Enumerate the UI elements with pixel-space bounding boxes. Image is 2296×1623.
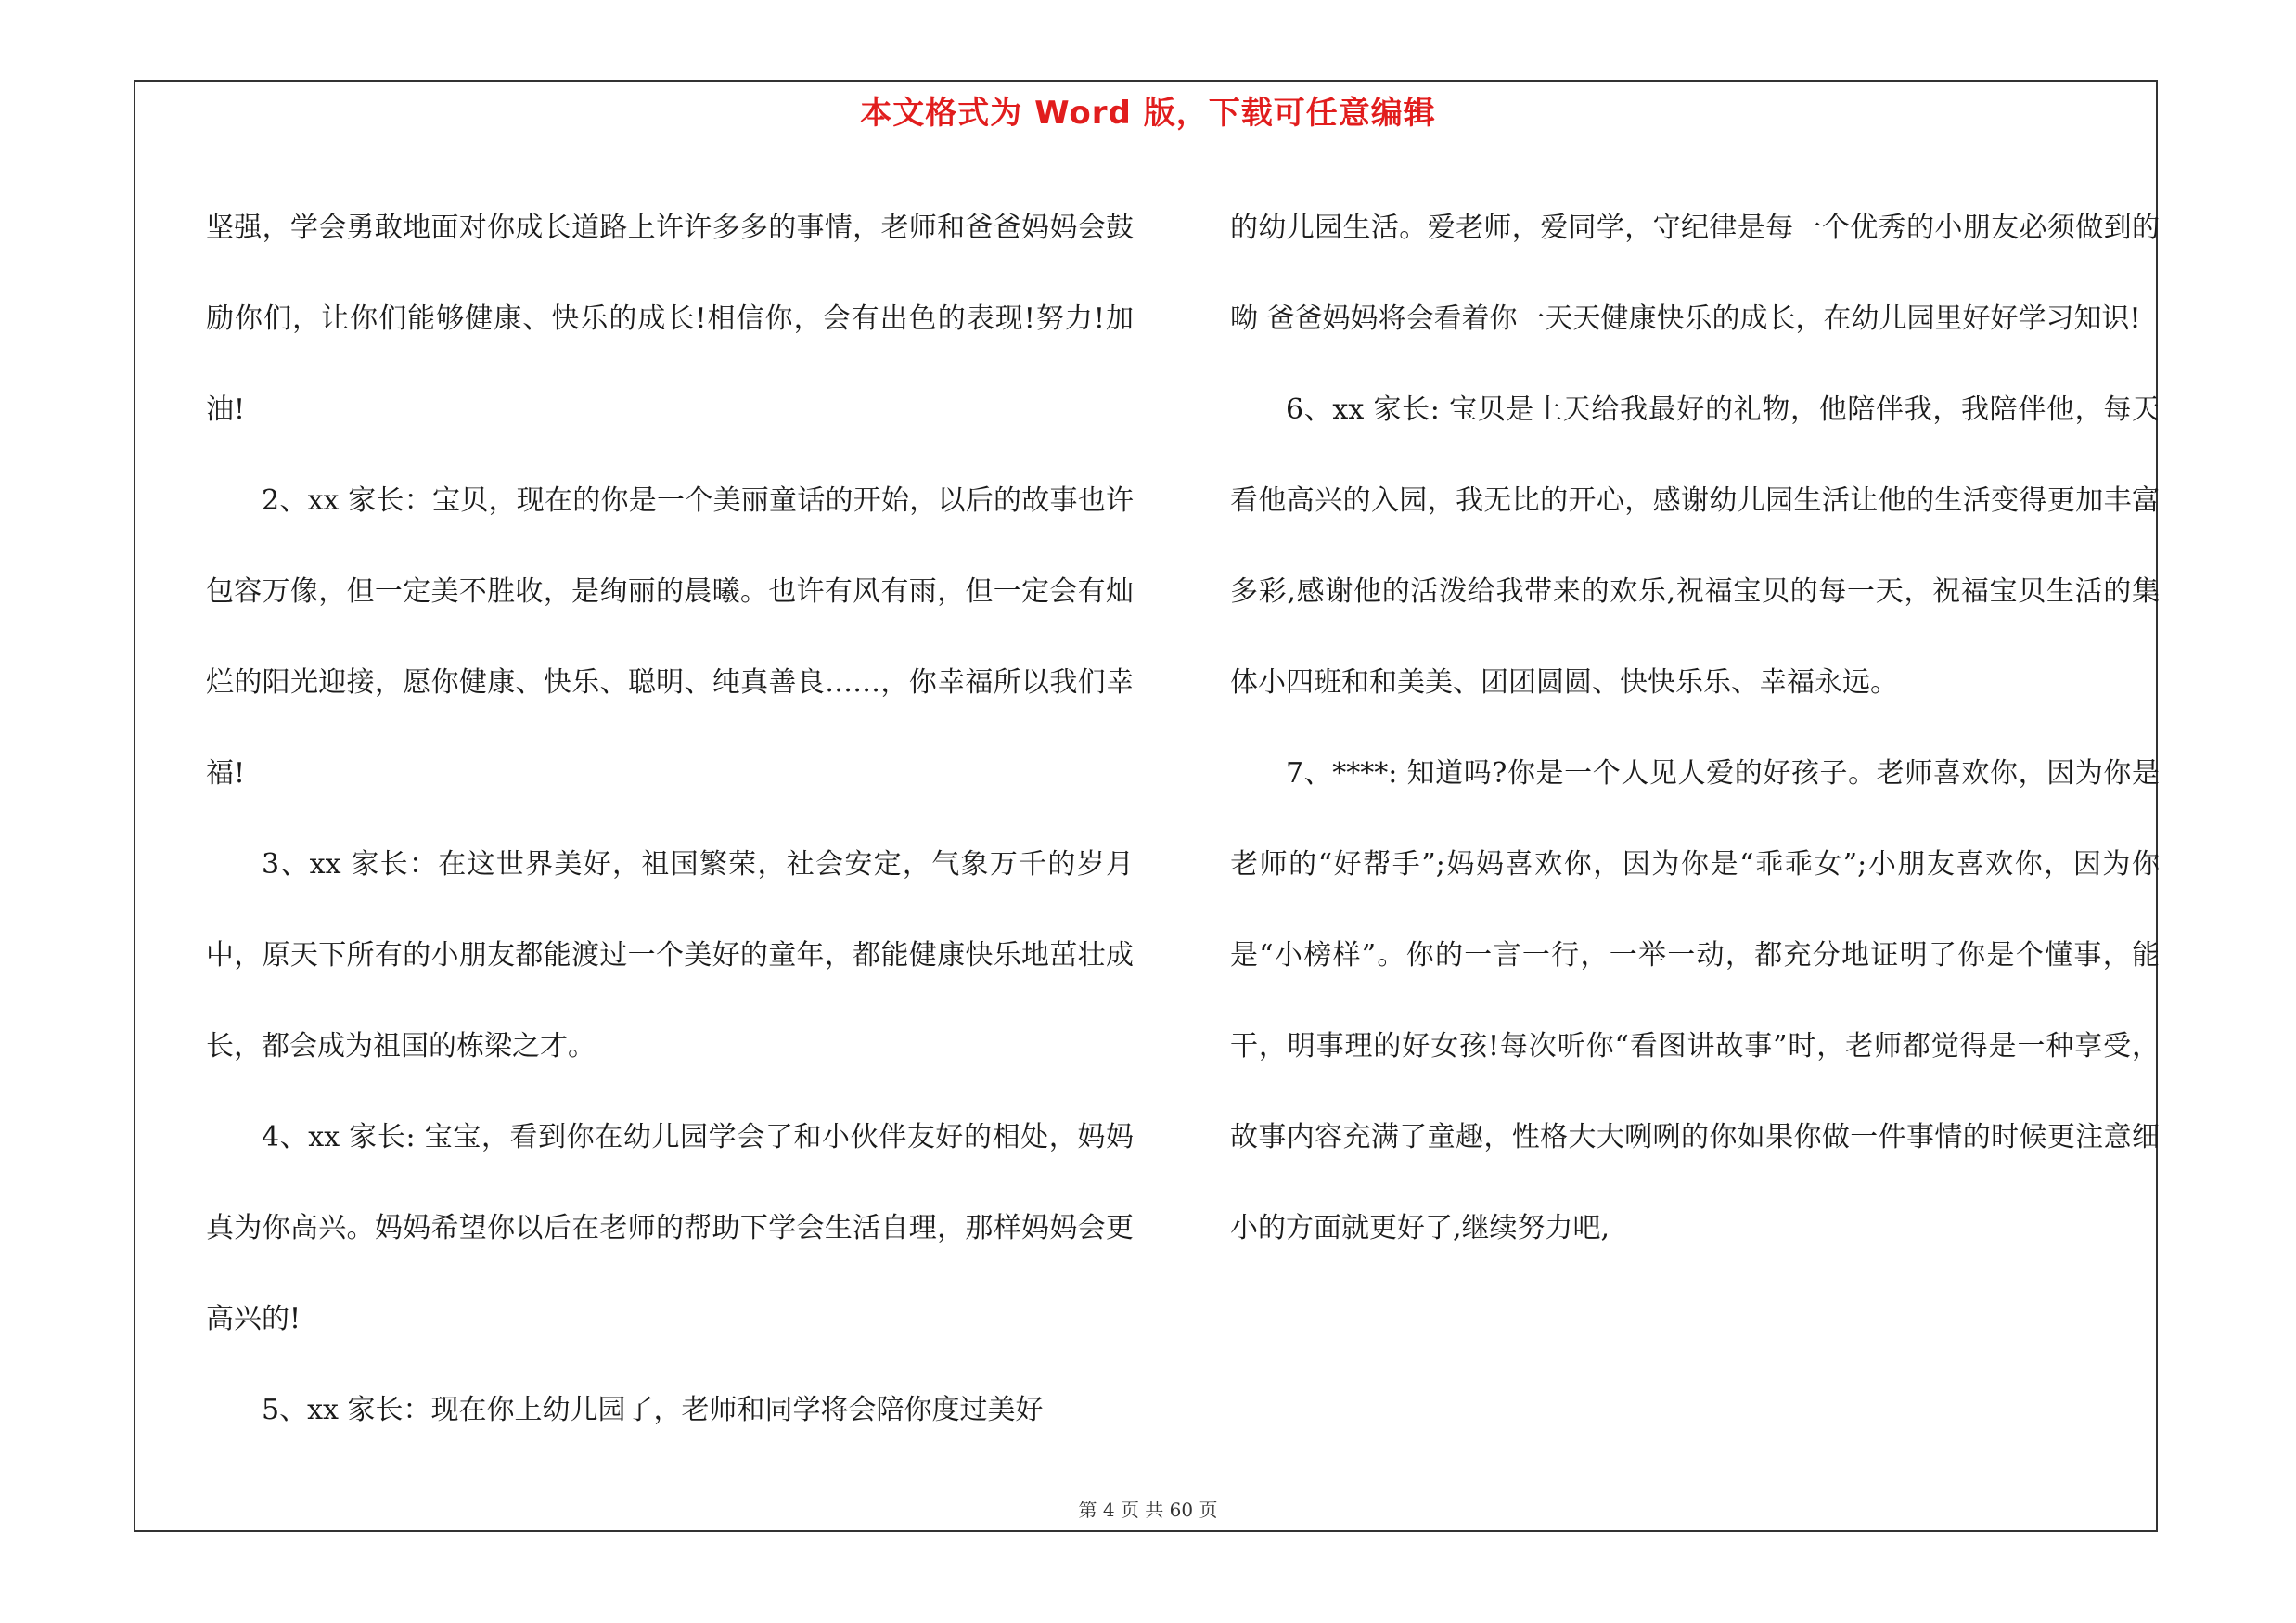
page-number: 第 4 页 共 60 页	[1078, 1499, 1218, 1521]
paragraph-message-5: 5、xx 家长：现在你上幼儿园了，老师和同学将会陪你度过美好	[262, 1394, 1044, 1426]
paragraph-continuation: 的幼儿园生活。爱老师，爱同学，守纪律是每一个优秀的小朋友必须做到的呦 爸爸妈妈将会看着你一天天健康快乐的成长，在幼儿园里好好学习知识!	[1230, 212, 2160, 335]
left-text-column	[206, 183, 1134, 1456]
paragraph-continuation: 坚强，学会勇敢地面对你成长道路上许许多多的事情，老师和爸爸妈妈会鼓励你们，让你们能够健康、快乐的成长!相信你，会有出色的表现!努力!加油!	[206, 212, 1134, 426]
paragraph-message-4: 4、xx 家长: 宝宝，看到你在幼儿园学会了和小伙伴友好的相处，妈妈真为你高兴。妈妈希望你以后在老师的帮助下学会生活自理，那样妈妈会更高兴的!	[206, 1121, 1134, 1335]
paragraph-message-2: 2、xx 家长：宝贝，现在的你是一个美丽童话的开始，以后的故事也许包容万像，但一定美不胜收，是绚丽的晨曦。也许有风有雨，但一定会有灿烂的阳光迎接，愿你健康、快乐、聪明、纯真善良……，你幸福所以我们幸福!	[206, 484, 1134, 790]
right-text-column	[1230, 183, 2160, 1274]
paragraph-message-3: 3、xx 家长：在这世界美好，祖国繁荣，社会安定，气象万千的岁月中，原天下所有的小朋友都能渡过一个美好的童年，都能健康快乐地茁壮成长，都会成为祖国的栋梁之才。	[206, 848, 1134, 1063]
format-notice-banner: 本文格式为 Word 版，下载可任意编辑	[860, 95, 1436, 132]
paragraph-message-6: 6、xx 家长: 宝贝是上天给我最好的礼物，他陪伴我，我陪伴他，每天看他高兴的入园，我无比的开心，感谢幼儿园生活让他的生活变得更加丰富多彩,感谢他的活泼给我带来的欢乐,祝福宝贝的每一天，祝福宝贝生活的集体小四班和和美美、团团圆圆、快快乐乐、幸福永远。	[1230, 393, 2160, 699]
paragraph-message-7: 7、****: 知道吗?你是一个人见人爱的好孩子。老师喜欢你，因为你是老师的“好帮手”;妈妈喜欢你，因为你是“乖乖女”;小朋友喜欢你，因为你是“小榜样”。你的一言一行，一举一动，都充分地证明了你是个懂事，能干，明事理的好女孩!每次听你“看图讲故事”时，老师都觉得是一种享受，故事内容充满了童趣，性格大大咧咧的你如果你做一件事情的时候更注意细小的方面就更好了,继续努力吧,	[1230, 757, 2160, 1244]
